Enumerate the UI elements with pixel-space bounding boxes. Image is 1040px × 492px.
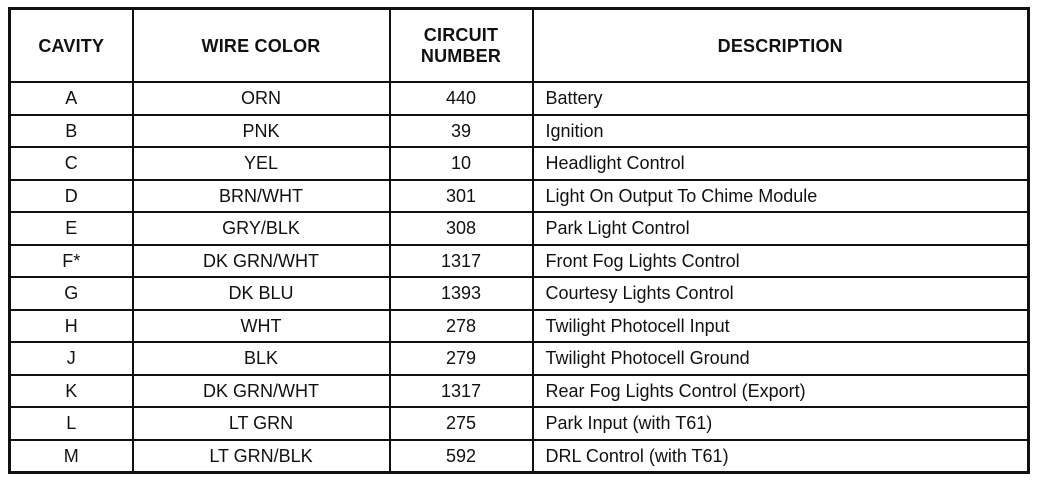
cavity-cell: H	[10, 310, 133, 343]
wire-color-cell: GRY/BLK	[133, 212, 390, 245]
wire-color-cell: DK BLU	[133, 277, 390, 310]
circuit-number-cell: 308	[390, 212, 533, 245]
table-header	[10, 9, 1029, 83]
cavity-cell: M	[10, 440, 133, 473]
description-cell: Ignition	[533, 115, 1029, 148]
cavity-cell: J	[10, 342, 133, 375]
cavity-cell: D	[10, 180, 133, 213]
description-cell: Courtesy Lights Control	[533, 277, 1029, 310]
wire-color-cell: DK GRN/WHT	[133, 245, 390, 278]
cavity-cell: B	[10, 115, 133, 148]
wire-color-cell: BLK	[133, 342, 390, 375]
cavity-cell: E	[10, 212, 133, 245]
circuit-number-cell: 39	[390, 115, 533, 148]
cavity-cell: F*	[10, 245, 133, 278]
header-circuit-number	[390, 9, 533, 83]
circuit-number-cell: 301	[390, 180, 533, 213]
circuit-number-cell: 10	[390, 147, 533, 180]
wire-color-cell: LT GRN/BLK	[133, 440, 390, 473]
description-cell: Park Input (with T61)	[533, 407, 1029, 440]
header-wire-color: WIRE COLOR	[133, 9, 390, 83]
circuit-number-cell: 1393	[390, 277, 533, 310]
wire-color-cell: WHT	[133, 310, 390, 343]
wire-color-cell: DK GRN/WHT	[133, 375, 390, 408]
description-cell: Headlight Control	[533, 147, 1029, 180]
table-row	[10, 245, 1029, 278]
cavity-cell: L	[10, 407, 133, 440]
circuit-number-cell: 1317	[390, 375, 533, 408]
wire-color-cell: PNK	[133, 115, 390, 148]
wire-color-cell: BRN/WHT	[133, 180, 390, 213]
cavity-cell: C	[10, 147, 133, 180]
cavity-cell: A	[10, 82, 133, 115]
circuit-number-cell: 279	[390, 342, 533, 375]
table-row	[10, 310, 1029, 343]
table-row	[10, 277, 1029, 310]
table-row	[10, 440, 1029, 473]
wire-color-cell: YEL	[133, 147, 390, 180]
header-circuit-number-line2: NUMBER	[420, 45, 502, 66]
circuit-number-cell: 592	[390, 440, 533, 473]
table-row	[10, 115, 1029, 148]
circuit-number-cell: 440	[390, 82, 533, 115]
description-cell: Light On Output To Chime Module	[533, 180, 1029, 213]
header-cavity: CAVITY	[10, 9, 133, 83]
table-row	[10, 375, 1029, 408]
cavity-cell: K	[10, 375, 133, 408]
circuit-number-cell: 278	[390, 310, 533, 343]
circuit-number-cell: 1317	[390, 245, 533, 278]
description-cell: Front Fog Lights Control	[533, 245, 1029, 278]
description-cell: Battery	[533, 82, 1029, 115]
circuit-number-cell: 275	[390, 407, 533, 440]
header-description: DESCRIPTION	[533, 9, 1029, 83]
description-cell: Twilight Photocell Input	[533, 310, 1029, 343]
table-row	[10, 342, 1029, 375]
description-cell: Rear Fog Lights Control (Export)	[533, 375, 1029, 408]
description-cell: DRL Control (with T61)	[533, 440, 1029, 473]
table-row	[10, 82, 1029, 115]
wire-color-cell: ORN	[133, 82, 390, 115]
wire-color-cell: LT GRN	[133, 407, 390, 440]
description-cell: Twilight Photocell Ground	[533, 342, 1029, 375]
connector-pinout-table	[8, 7, 1030, 474]
table-row	[10, 212, 1029, 245]
table-body	[10, 82, 1029, 473]
description-cell: Park Light Control	[533, 212, 1029, 245]
table-row	[10, 407, 1029, 440]
table-row	[10, 180, 1029, 213]
header-circuit-number-line1: CIRCUIT	[423, 24, 499, 45]
table-row	[10, 147, 1029, 180]
cavity-cell: G	[10, 277, 133, 310]
header-row	[10, 9, 1029, 83]
